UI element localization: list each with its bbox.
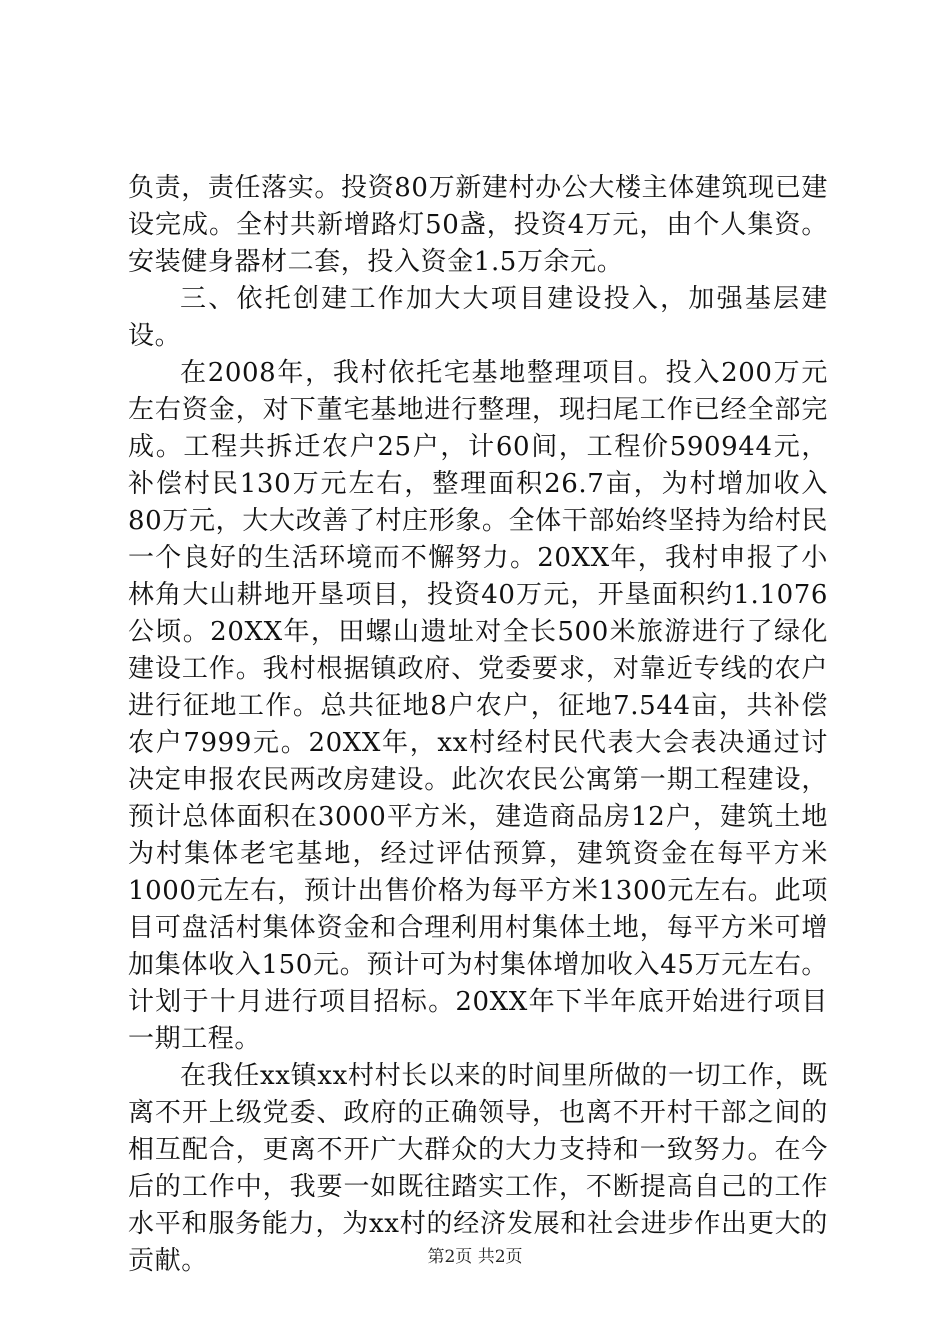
page-footer: 第2页 共2页 xyxy=(427,1247,523,1267)
paragraph-continuation: 负责，责任落实。投资80万新建村办公大楼主体建筑现已建设完成。全村共新增路灯50盏，投资4万元，由个人集资。安装健身器材二套，投入资金1.5万余元。 xyxy=(128,173,828,277)
paragraph-projects: 在2008年，我村依托宅基地整理项目。投入200万元左右资金，对下董宅基地进行整理，现扫尾工作已经全部完成。工程共拆迁农户25户，计60间，工程价590944元，补偿村民130万元左右，整理面积26.7亩，为村增加收入80万元，大大改善了村庄形象。全体干部始终坚持为给村民一个良好的生活环境而不懈努力。20XX年，我村申报了小林角大山耕地开垦项目，投资40万元，开垦面积约1.1076公顷。20XX年，田螺山遗址对全长500米旅游进行了绿化建设工作。我村根据镇政府、党委要求，对靠近专线的农户进行征地工作。总共征地8户农户，征地7.544亩，共补偿农户7999元。20XX年，xx村经村民代表大会表决通过讨决定申报农民两改房建设。此次农民公寓第一期工程建设，预计总体面积在3000平方米，建造商品房12户，建筑土地为村集体老宅基地，经过评估预算，建筑资金在每平方米1000元左右，预计出售价格为每平方米1300元左右。此项目可盘活村集体资金和合理利用村集体土地，每平方米可增加集体收入150元。预计可为村集体增加收入45万元左右。计划于十月进行项目招标。20XX年下半年底开始进行项目一期工程。 xyxy=(128,358,828,1054)
document-body xyxy=(128,170,828,1280)
paragraph-conclusion: 在我任xx镇xx村村长以来的时间里所做的一切工作，既离不开上级党委、政府的正确领导，也离不开村干部之间的相互配合，更离不开广大群众的大力支持和一致努力。在今后的工作中，我要一如既往踏实工作，不断提高自己的工作水平和服务能力，为xx村的经济发展和社会进步作出更大的贡献。 xyxy=(128,1061,828,1276)
section-heading-3: 三、依托创建工作加大大项目建设投入，加强基层建设。 xyxy=(128,284,828,351)
